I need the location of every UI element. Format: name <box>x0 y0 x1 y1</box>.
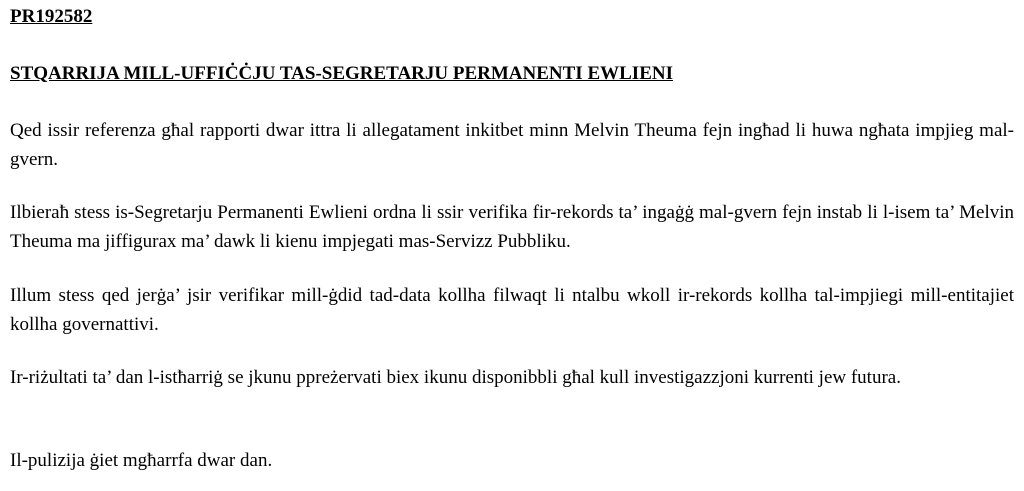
document-title: STQARRIJA MILL-UFFIĊĊJU TAS-SEGRETARJU PERMANENTI EWLIENI <box>10 63 673 84</box>
paragraph-3: Illum stess qed jerġa’ jsir verifikar mill-ġdid tad-data kollha filwaqt li ntalbu wkoll ir-rekords kollha tal-impjiegi mill-entitajiet kollha governattivi. <box>10 285 1014 335</box>
paragraph-2: Ilbieraħ stess is-Segretarju Permanenti Ewlieni ordna li ssir verifika fir-rekords ta’ ingaġġ mal-gvern fejn instab li l-isem ta’ Melvin Theuma ma jiffigurax ma’ dawk li kienu impjegati mas-Servizz Pubbliku. <box>10 202 1014 252</box>
paragraph-4: Ir-riżultati ta’ dan l-istħarriġ se jkunu ppreżervati biex ikunu disponibbli għal kull investigazzjoni kurrenti jew futura. <box>10 367 901 388</box>
paragraph-1: Qed issir referenza għal rapporti dwar ittra li allegatament inkitbet minn Melvin Theuma fejn ingħad li huwa ngħata impjieg mal-gvern. <box>10 120 1014 170</box>
paragraph-5: Il-pulizija ġiet mgħarrfa dwar dan. <box>10 450 273 471</box>
reference-number: PR192582 <box>10 6 93 27</box>
